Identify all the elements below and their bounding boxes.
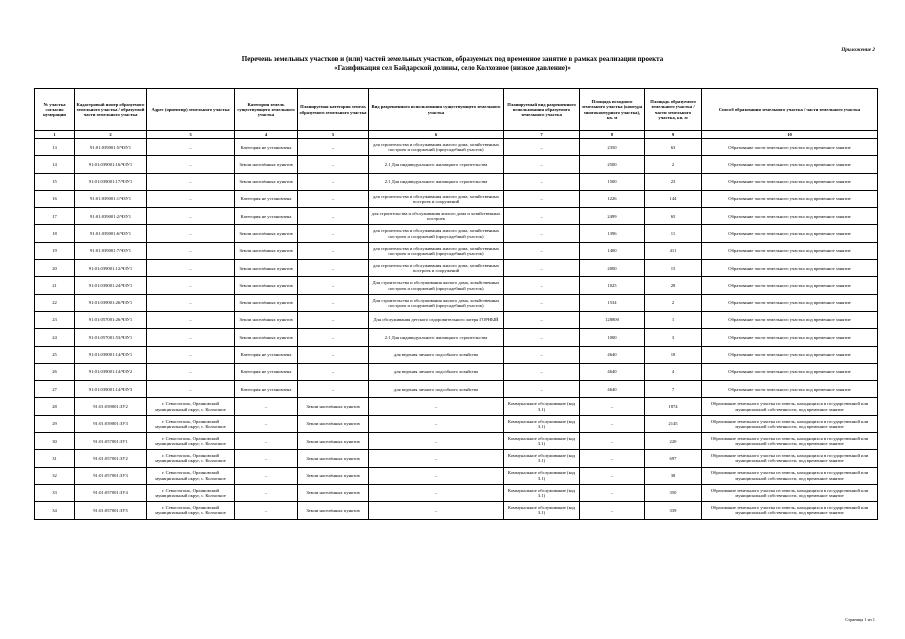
planned-use-cell: – [504, 242, 580, 259]
plot-number-cell: 14 [35, 156, 75, 173]
page-title [0, 55, 905, 72]
address-cell: – [147, 242, 235, 259]
planned-category-cell: Земли населённых пунктов [298, 467, 369, 484]
planned-category-cell: Земли населённых пунктов [298, 450, 369, 467]
header-cell: Категория земель существующего земельного участка [235, 89, 298, 131]
header-cell: Площадь образуемого земельного участка / части земельного участка, кв. м [645, 89, 702, 131]
existing-use-cell: для ведения личного подсобного хозяйства [369, 363, 504, 380]
formation-method-cell: Образование части земельного участка под временное занятие [702, 260, 878, 277]
plot-number-cell: 30 [35, 433, 75, 450]
formation-method-cell: Образование части земельного участка под временное занятие [702, 363, 878, 380]
address-cell: – [147, 190, 235, 207]
formation-method-cell: Образование части земельного участка под временное занятие [702, 139, 878, 156]
planned-use-cell: Коммунальное обслуживание (код 3.1) [504, 502, 580, 519]
plot-number-cell: 28 [35, 398, 75, 415]
planned-use-cell: Коммунальное обслуживание (код 3.1) [504, 450, 580, 467]
formation-method-cell: Образование земельного участка из земель, находящихся в государственной или муниципальной собственности, под временное занятие [702, 484, 878, 501]
cadastral-number-cell: 91:01:039001:ЗУ2 [75, 398, 147, 415]
table-row [35, 467, 878, 484]
new-area-cell: 1 [645, 311, 702, 328]
planned-category-cell: – [298, 277, 369, 294]
title-line-2: «Газификация сел Байдарской долины, село Колхозное (низкое давление)» [334, 63, 571, 72]
new-area-cell: 350 [645, 484, 702, 501]
source-area-cell: 2499 [580, 208, 645, 225]
table-row [35, 260, 878, 277]
planned-use-cell: Коммунальное обслуживание (код 3.1) [504, 415, 580, 432]
address-cell: г. Севастополь, Орлиновский муниципальный округ, с. Колхозное [147, 450, 235, 467]
source-area-cell: – [580, 433, 645, 450]
cadastral-number-cell: 91:01:057001:ЗУ4 [75, 484, 147, 501]
planned-category-cell: – [298, 139, 369, 156]
appendix-label: Приложение 2 [841, 47, 875, 53]
existing-category-cell: Категория не установлена [235, 139, 298, 156]
planned-category-cell: – [298, 242, 369, 259]
header-row [35, 89, 878, 131]
existing-use-cell: Для строительства и обслуживания жилого дома, хозяйственных построек и сооружений (приусадебный участок) [369, 294, 504, 311]
planned-category-cell: – [298, 208, 369, 225]
cadastral-number-cell: 91:01:039001:5/ЧЗУ1 [75, 139, 147, 156]
address-cell: – [147, 139, 235, 156]
cadastral-number-cell: 91:01:039001:2/ЧЗУ1 [75, 208, 147, 225]
title-line-1: Перечень земельных участков и (или) частей земельных участков, образуемых под временное занятие в рамках реализации проекта [241, 55, 664, 63]
plot-number-cell: 34 [35, 502, 75, 519]
planned-category-cell: – [298, 190, 369, 207]
new-area-cell: 3 [645, 329, 702, 346]
formation-method-cell: Образование части земельного участка под временное занятие [702, 225, 878, 242]
address-cell: – [147, 294, 235, 311]
table-row [35, 225, 878, 242]
existing-category-cell: Земли населённых пунктов [235, 173, 298, 190]
formation-method-cell: Образование части земельного участка под временное занятие [702, 346, 878, 363]
cadastral-number-cell: 91:01:039001:ЗУ3 [75, 415, 147, 432]
source-area-cell: 1396 [580, 225, 645, 242]
source-area-cell: 128800 [580, 311, 645, 328]
source-area-cell: – [580, 502, 645, 519]
planned-use-cell: – [504, 156, 580, 173]
planned-category-cell: Земли населённых пунктов [298, 398, 369, 415]
source-area-cell: 1000 [580, 329, 645, 346]
column-number: 1 [35, 131, 75, 139]
planned-use-cell: – [504, 173, 580, 190]
formation-method-cell: Образование части земельного участка под временное занятие [702, 277, 878, 294]
table-row [35, 502, 878, 519]
planned-category-cell: – [298, 329, 369, 346]
formation-method-cell: Образование части земельного участка под временное занятие [702, 156, 878, 173]
column-number: 9 [645, 131, 702, 139]
planned-use-cell: – [504, 139, 580, 156]
existing-use-cell: для строительства и обслуживания жилого дома, хозяйственных построек и сооружений [369, 190, 504, 207]
plot-number-cell: 32 [35, 467, 75, 484]
address-cell: – [147, 260, 235, 277]
existing-use-cell: – [369, 467, 504, 484]
table-row [35, 363, 878, 380]
table-row [35, 208, 878, 225]
new-area-cell: 2 [645, 156, 702, 173]
source-area-cell: 1534 [580, 294, 645, 311]
formation-method-cell: Образование земельного участка из земель, находящихся в государственной или муниципальной собственности, под временное занятие [702, 502, 878, 519]
existing-category-cell: Категория не установлена [235, 346, 298, 363]
column-number: 3 [147, 131, 235, 139]
formation-method-cell: Образование части земельного участка под временное занятие [702, 190, 878, 207]
existing-use-cell: – [369, 415, 504, 432]
plot-number-cell: 17 [35, 208, 75, 225]
cadastral-number-cell: 91:01:057001:53/ЧЗУ1 [75, 329, 147, 346]
existing-category-cell: – [235, 502, 298, 519]
new-area-cell: 2145 [645, 415, 702, 432]
planned-category-cell: – [298, 294, 369, 311]
new-area-cell: 7 [645, 381, 702, 398]
existing-use-cell: – [369, 484, 504, 501]
source-area-cell: 2350 [580, 139, 645, 156]
source-area-cell: 2000 [580, 260, 645, 277]
cadastral-number-cell: 91:01:057001:ЗУ3 [75, 467, 147, 484]
new-area-cell: 15 [645, 260, 702, 277]
table-row [35, 329, 878, 346]
existing-category-cell: – [235, 398, 298, 415]
new-area-cell: 38 [645, 467, 702, 484]
cadastral-number-cell: 91:01:057001:ЗУ2 [75, 450, 147, 467]
planned-use-cell: – [504, 381, 580, 398]
source-area-cell: – [580, 415, 645, 432]
planned-use-cell: – [504, 363, 580, 380]
existing-category-cell: Земли населённых пунктов [235, 242, 298, 259]
table-row [35, 311, 878, 328]
new-area-cell: 697 [645, 450, 702, 467]
existing-category-cell: Земли населённых пунктов [235, 225, 298, 242]
plot-number-cell: 23 [35, 311, 75, 328]
plot-number-cell: 15 [35, 173, 75, 190]
address-cell: г. Севастополь, Орлиновский муниципальный округ, с. Колхозное [147, 502, 235, 519]
planned-category-cell: Земли населённых пунктов [298, 433, 369, 450]
table-row [35, 484, 878, 501]
column-number: 10 [702, 131, 878, 139]
cadastral-number-cell: 91:01:039001:14/ЧЗУ2 [75, 363, 147, 380]
new-area-cell: 23 [645, 173, 702, 190]
planned-use-cell: Коммунальное обслуживание (код 3.1) [504, 398, 580, 415]
existing-category-cell: Категория не установлена [235, 190, 298, 207]
existing-category-cell: Земли населённых пунктов [235, 311, 298, 328]
source-area-cell: – [580, 450, 645, 467]
existing-category-cell: Земли населённых пунктов [235, 260, 298, 277]
column-number: 8 [580, 131, 645, 139]
source-area-cell: 1025 [580, 277, 645, 294]
existing-category-cell: – [235, 415, 298, 432]
existing-category-cell: Земли населённых пунктов [235, 329, 298, 346]
planned-use-cell: – [504, 346, 580, 363]
column-number: 7 [504, 131, 580, 139]
new-area-cell: 63 [645, 139, 702, 156]
existing-use-cell: для строительства и обслуживания жилого дома и хозяйственных построек [369, 208, 504, 225]
plot-number-cell: 26 [35, 363, 75, 380]
planned-category-cell: – [298, 381, 369, 398]
table-row [35, 450, 878, 467]
planned-use-cell: – [504, 225, 580, 242]
address-cell: – [147, 208, 235, 225]
page-number: Страница 1 из 1 [845, 617, 875, 622]
new-area-cell: 28 [645, 277, 702, 294]
existing-use-cell: для ведения личного подсобного хозяйства [369, 381, 504, 398]
formation-method-cell: Образование земельного участка из земель, находящихся в государственной или муниципальной собственности, под временное занятие [702, 398, 878, 415]
planned-use-cell: Коммунальное обслуживание (код 3.1) [504, 484, 580, 501]
planned-category-cell: – [298, 225, 369, 242]
address-cell: – [147, 225, 235, 242]
existing-category-cell: Земли населённых пунктов [235, 294, 298, 311]
planned-category-cell: Земли населённых пунктов [298, 415, 369, 432]
existing-use-cell: 2.1 Для индивидуального жилищного строительства [369, 329, 504, 346]
new-area-cell: 65 [645, 208, 702, 225]
planned-category-cell: – [298, 173, 369, 190]
header-cell: Планируемая категория земель образуемого земельного участка [298, 89, 369, 131]
source-area-cell: 1500 [580, 173, 645, 190]
plot-number-cell: 20 [35, 260, 75, 277]
column-number: 4 [235, 131, 298, 139]
header-cell: Кадастровый номер образуемого земельного участка / образуемой части земельного участка [75, 89, 147, 131]
plot-number-cell: 25 [35, 346, 75, 363]
column-number: 6 [369, 131, 504, 139]
existing-use-cell: 2.1 Для индивидуального жилищного строительства [369, 173, 504, 190]
existing-category-cell: Земли населённых пунктов [235, 277, 298, 294]
new-area-cell: 18 [645, 346, 702, 363]
existing-use-cell: – [369, 502, 504, 519]
planned-use-cell: – [504, 294, 580, 311]
header-cell: № участка согласно нумерации [35, 89, 75, 131]
planned-use-cell: – [504, 277, 580, 294]
cadastral-number-cell: 91:01:057001:ЗУ5 [75, 502, 147, 519]
existing-use-cell: 2.1 Для индивидуального жилищного строительства [369, 156, 504, 173]
address-cell: – [147, 311, 235, 328]
existing-use-cell: – [369, 433, 504, 450]
existing-use-cell: – [369, 450, 504, 467]
cadastral-number-cell: 91:01:039001:6/ЧЗУ1 [75, 225, 147, 242]
header-cell: Планируемый вид разрешенного использования образуемого земельного участка [504, 89, 580, 131]
formation-method-cell: Образование части земельного участка под временное занятие [702, 294, 878, 311]
cadastral-number-cell: 91:01:039001:26/ЧЗУ1 [75, 294, 147, 311]
formation-method-cell: Образование части земельного участка под временное занятие [702, 329, 878, 346]
planned-category-cell: Земли населённых пунктов [298, 484, 369, 501]
address-cell: – [147, 156, 235, 173]
existing-use-cell: для строительства и обслуживания жилого дома, хозяйственных построек и сооружений [369, 260, 504, 277]
cadastral-number-cell: 91:01:057001:ЗУ1 [75, 433, 147, 450]
existing-category-cell: Категория не установлена [235, 381, 298, 398]
new-area-cell: 11 [645, 225, 702, 242]
planned-use-cell: Коммунальное обслуживание (код 3.1) [504, 467, 580, 484]
header-cell: Адрес (ориентир) земельного участка [147, 89, 235, 131]
column-number: 2 [75, 131, 147, 139]
plot-number-cell: 31 [35, 450, 75, 467]
plot-number-cell: 13 [35, 139, 75, 156]
address-cell: – [147, 173, 235, 190]
existing-use-cell: для строительства и обслуживания жилого дома, хозяйственных построек и сооружений (приусадебный участок) [369, 139, 504, 156]
source-area-cell: 4640 [580, 381, 645, 398]
address-cell: – [147, 363, 235, 380]
formation-method-cell: Образование части земельного участка под временное занятие [702, 242, 878, 259]
source-area-cell: – [580, 484, 645, 501]
address-cell: г. Севастополь, Орлиновский муниципальный округ, с. Колхозное [147, 484, 235, 501]
source-area-cell: 4640 [580, 363, 645, 380]
table-row [35, 190, 878, 207]
plot-number-cell: 21 [35, 277, 75, 294]
formation-method-cell: Образование части земельного участка под временное занятие [702, 381, 878, 398]
planned-use-cell: – [504, 329, 580, 346]
column-number-row [35, 131, 878, 139]
plot-number-cell: 18 [35, 225, 75, 242]
source-area-cell: 4640 [580, 346, 645, 363]
existing-use-cell: – [369, 398, 504, 415]
address-cell: – [147, 381, 235, 398]
source-area-cell: 1226 [580, 190, 645, 207]
cadastral-number-cell: 91:01:039001:14/ЧЗУ1 [75, 346, 147, 363]
address-cell: г. Севастополь, Орлиновский муниципальный округ, с. Колхозное [147, 398, 235, 415]
cadastral-number-cell: 91:01:057001:26/ЧЗУ1 [75, 311, 147, 328]
existing-category-cell: – [235, 450, 298, 467]
planned-category-cell: Земли населённых пунктов [298, 502, 369, 519]
address-cell: – [147, 329, 235, 346]
plot-number-cell: 24 [35, 329, 75, 346]
existing-category-cell: Категория не установлена [235, 363, 298, 380]
planned-category-cell: – [298, 363, 369, 380]
header-cell: Вид разрешенного использования существующего земельного участка [369, 89, 504, 131]
formation-method-cell: Образование земельного участка из земель, находящихся в государственной или муниципальной собственности, под временное занятие [702, 433, 878, 450]
existing-use-cell: Для строительства и обслуживания жилого дома, хозяйственных построек и сооружений (приусадебный участок) [369, 277, 504, 294]
cadastral-number-cell: 91:01:039001:12/ЧЗУ1 [75, 260, 147, 277]
planned-use-cell: – [504, 311, 580, 328]
planned-category-cell: – [298, 311, 369, 328]
table-row [35, 433, 878, 450]
table-row [35, 173, 878, 190]
planned-use-cell: – [504, 208, 580, 225]
new-area-cell: 411 [645, 242, 702, 259]
cadastral-number-cell: 91:01:039001:24/ЧЗУ1 [75, 277, 147, 294]
existing-use-cell: для ведения личного подсобного хозяйства [369, 346, 504, 363]
new-area-cell: 4 [645, 363, 702, 380]
table-row [35, 139, 878, 156]
table-row [35, 294, 878, 311]
table-row [35, 346, 878, 363]
table-row [35, 381, 878, 398]
planned-use-cell: – [504, 190, 580, 207]
planned-use-cell: – [504, 260, 580, 277]
planned-use-cell: Коммунальное обслуживание (код 3.1) [504, 433, 580, 450]
formation-method-cell: Образование земельного участка из земель, находящихся в государственной или муниципальной собственности, под временное занятие [702, 415, 878, 432]
new-area-cell: 220 [645, 433, 702, 450]
source-area-cell: – [580, 467, 645, 484]
column-number: 5 [298, 131, 369, 139]
table-row [35, 277, 878, 294]
address-cell: – [147, 346, 235, 363]
existing-category-cell: – [235, 433, 298, 450]
existing-category-cell: – [235, 484, 298, 501]
plot-number-cell: 27 [35, 381, 75, 398]
new-area-cell: 2 [645, 294, 702, 311]
cadastral-number-cell: 91:01:039001:1/ЧЗУ1 [75, 190, 147, 207]
planned-category-cell: – [298, 156, 369, 173]
address-cell: г. Севастополь, Орлиновский муниципальный округ, с. Колхозное [147, 467, 235, 484]
existing-use-cell: Для обслуживания детского оздоровительного лагеря ГОРНЫЙ [369, 311, 504, 328]
cadastral-number-cell: 91:01:039001:16/ЧЗУ1 [75, 156, 147, 173]
cadastral-number-cell: 91:01:039001:17/ЧЗУ1 [75, 173, 147, 190]
new-area-cell: 1874 [645, 398, 702, 415]
source-area-cell: 2500 [580, 156, 645, 173]
cadastral-number-cell: 91:01:039001:7/ЧЗУ1 [75, 242, 147, 259]
existing-category-cell: Земли населённых пунктов [235, 156, 298, 173]
source-area-cell: 1400 [580, 242, 645, 259]
table-row [35, 242, 878, 259]
new-area-cell: 144 [645, 190, 702, 207]
table-row [35, 415, 878, 432]
plot-number-cell: 22 [35, 294, 75, 311]
land-plots-table [34, 88, 878, 520]
table-row [35, 398, 878, 415]
header-cell: Площадь исходного земельного участка (контура многоконтурного участка), кв. м [580, 89, 645, 131]
address-cell: г. Севастополь, Орлиновский муниципальный округ, с. Колхозное [147, 433, 235, 450]
formation-method-cell: Образование части земельного участка под временное занятие [702, 208, 878, 225]
formation-method-cell: Образование земельного участка из земель, находящихся в государственной или муниципальной собственности, под временное занятие [702, 467, 878, 484]
existing-use-cell: для строительства и обслуживания жилого дома, хозяйственных построек и сооружений (приусадебный участок) [369, 225, 504, 242]
existing-use-cell: для строительства и обслуживания жилого дома, хозяйственных построек и сооружений (приусадебный участок) [369, 242, 504, 259]
formation-method-cell: Образование части земельного участка под временное занятие [702, 173, 878, 190]
cadastral-number-cell: 91:01:039001:14/ЧЗУ3 [75, 381, 147, 398]
plot-number-cell: 33 [35, 484, 75, 501]
existing-category-cell: – [235, 467, 298, 484]
address-cell: г. Севастополь, Орлиновский муниципальный округ, с. Колхозное [147, 415, 235, 432]
planned-category-cell: – [298, 260, 369, 277]
plot-number-cell: 16 [35, 190, 75, 207]
plot-number-cell: 19 [35, 242, 75, 259]
header-cell: Способ образования земельного участка / части земельного участка [702, 89, 878, 131]
new-area-cell: 339 [645, 502, 702, 519]
table-row [35, 156, 878, 173]
formation-method-cell: Образование части земельного участка под временное занятие [702, 311, 878, 328]
planned-category-cell: – [298, 346, 369, 363]
existing-category-cell: Категория не установлена [235, 208, 298, 225]
formation-method-cell: Образование земельного участка из земель, находящихся в государственной или муниципальной собственности, под временное занятие [702, 450, 878, 467]
table-body [35, 139, 878, 520]
plot-number-cell: 29 [35, 415, 75, 432]
source-area-cell: – [580, 398, 645, 415]
address-cell: – [147, 277, 235, 294]
